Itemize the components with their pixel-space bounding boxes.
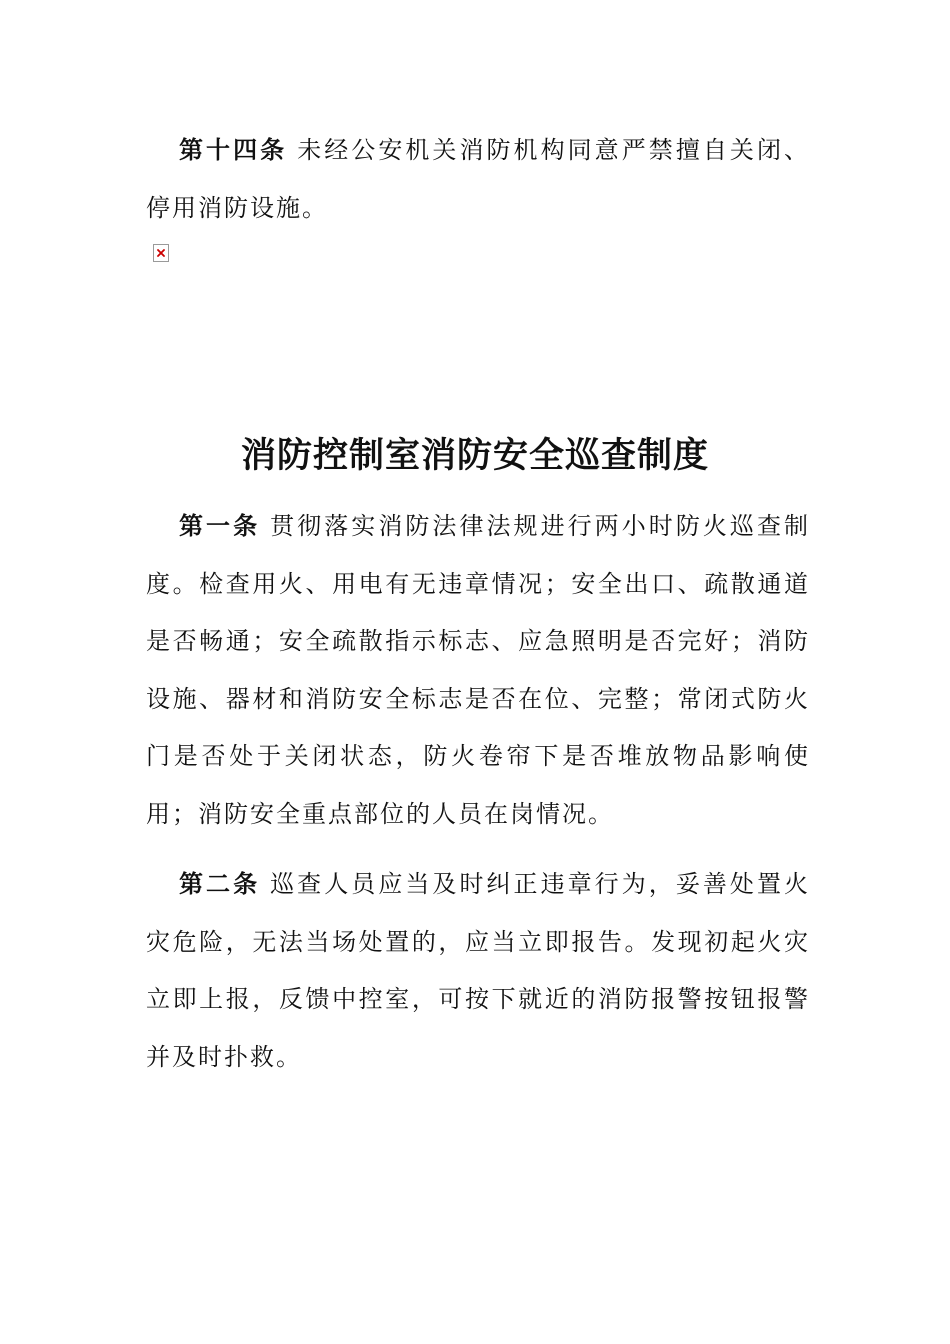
section-title: 消防控制室消防安全巡查制度	[240, 436, 709, 476]
article-14-label: 第十四条	[179, 136, 288, 164]
article-14-text: 未经公安机关消防机构同意严禁擅自关闭、停用消防设施。	[146, 136, 811, 222]
article-1-label: 第一条	[179, 512, 261, 540]
article-1-text: 贯彻落实消防法律法规进行两小时防火巡查制度。检查用火、用电有无违章情况；安全出口、疏散通道是否畅通；安全疏散指示标志、应急照明是否完好；消防设施、器材和消防安全标志是否在位、完整；常闭式防火门是否处于关闭状态，防火卷帘下是否堆放物品影响使用；消防安全重点部位的人员在岗情况。	[146, 512, 811, 828]
article-1-paragraph	[146, 498, 810, 843]
broken-image-icon	[153, 244, 169, 262]
article-2-label: 第二条	[179, 870, 261, 898]
article-14-paragraph	[146, 122, 810, 237]
article-2-paragraph	[146, 856, 810, 1086]
article-2-text: 巡查人员应当及时纠正违章行为，妥善处置火灾危险，无法当场处置的，应当立即报告。发现初起火灾立即上报，反馈中控室，可按下就近的消防报警按钮报警并及时扑救。	[146, 870, 811, 1071]
